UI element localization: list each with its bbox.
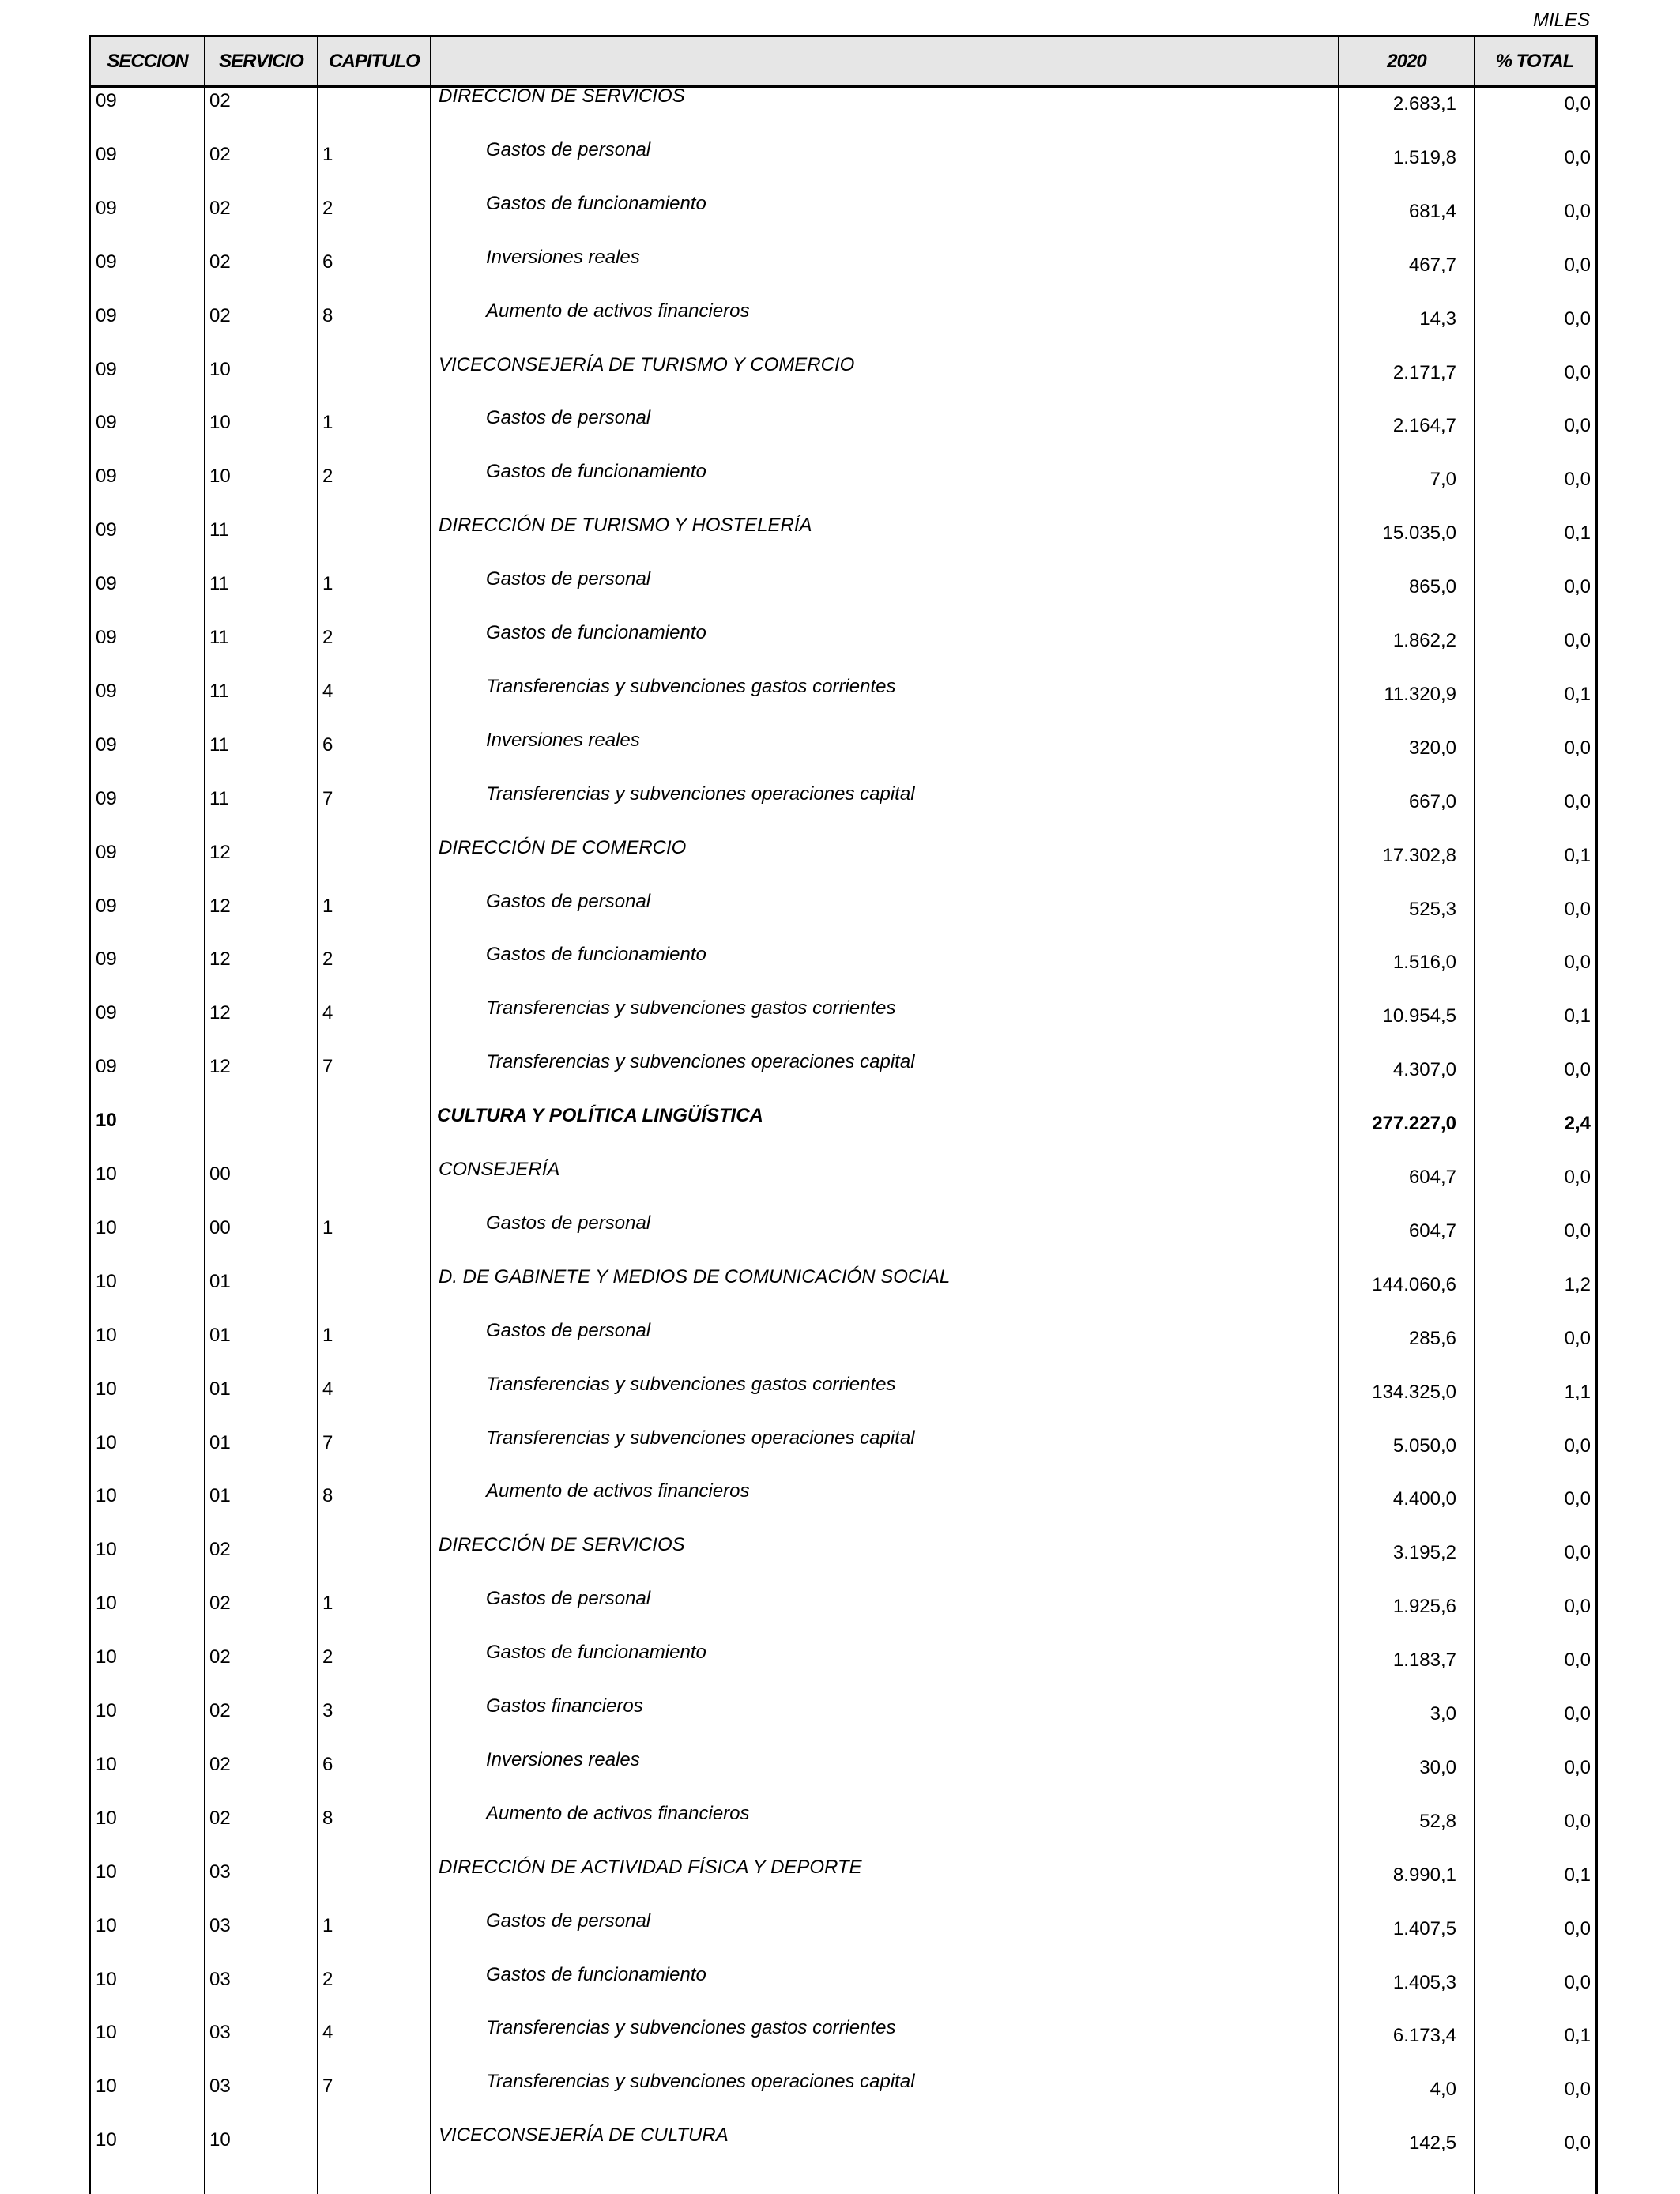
amount-cell: 277.227,0 [1372, 1113, 1456, 1135]
budget-table [89, 35, 1598, 2194]
amount-cell: 3.195,2 [1392, 1542, 1456, 1564]
table-row [91, 1642, 1595, 1695]
capitulo-cell: 2 [322, 197, 333, 219]
description-cell: DIRECCIÓN DE TURISMO Y HOSTELERÍA [439, 515, 812, 537]
seccion-cell: 10 [96, 1431, 117, 1453]
amount-cell: 144.060,6 [1372, 1273, 1456, 1295]
table-row [91, 247, 1595, 300]
seccion-cell: 09 [96, 412, 117, 434]
servicio-cell: 11 [209, 573, 229, 595]
amount-cell: 8.990,1 [1392, 1864, 1456, 1886]
table-row [91, 1159, 1595, 1212]
percent-cell: 2,4 [1564, 1113, 1591, 1135]
description-cell: Gastos de funcionamiento [486, 461, 706, 483]
seccion-cell: 09 [96, 1056, 117, 1078]
capitulo-cell: 4 [322, 1002, 333, 1024]
amount-cell: 11.320,9 [1384, 683, 1456, 705]
table-row [91, 2017, 1595, 2071]
table-row [91, 1320, 1595, 1374]
amount-cell: 1.516,0 [1392, 952, 1456, 974]
percent-cell: 0,0 [1564, 1703, 1591, 1725]
amount-cell: 1.862,2 [1392, 630, 1456, 651]
table-row [91, 2071, 1595, 2124]
table-row [91, 891, 1595, 944]
table-row [91, 1857, 1595, 1910]
percent-cell: 0,0 [1564, 2079, 1591, 2101]
percent-cell: 0,0 [1564, 1756, 1591, 1778]
description-cell: Gastos de personal [486, 138, 651, 160]
seccion-cell: 10 [96, 1110, 117, 1132]
servicio-cell: 10 [209, 358, 231, 380]
percent-cell: 0,0 [1564, 1810, 1591, 1832]
description-cell: DIRECCIÓN DE SERVICIOS [439, 1534, 685, 1556]
table-row [91, 1695, 1595, 1749]
seccion-cell: 09 [96, 519, 117, 541]
amount-cell: 4,0 [1430, 2079, 1456, 2101]
description-cell: Gastos de funcionamiento [486, 622, 706, 643]
amount-cell: 320,0 [1408, 737, 1456, 759]
seccion-cell: 09 [96, 627, 117, 648]
table-row [91, 944, 1595, 997]
capitulo-cell: 6 [322, 733, 333, 756]
capitulo-cell: 1 [322, 1914, 333, 1936]
table-row [91, 354, 1595, 408]
seccion-cell: 09 [96, 841, 117, 863]
servicio-cell: 10 [209, 412, 231, 434]
percent-cell: 1,2 [1564, 1273, 1591, 1295]
capitulo-cell: 7 [322, 787, 333, 809]
table-row [91, 515, 1595, 568]
description-cell: Gastos de personal [486, 568, 651, 590]
capitulo-cell: 4 [322, 1378, 333, 1400]
table-row [91, 1964, 1595, 2018]
header-year: 2020 [1387, 51, 1426, 72]
servicio-cell: 11 [209, 627, 229, 648]
amount-cell: 604,7 [1408, 1167, 1456, 1188]
table-row [91, 1480, 1595, 1534]
amount-cell: 3,0 [1430, 1703, 1456, 1725]
description-cell: Gastos financieros [486, 1695, 643, 1717]
capitulo-cell: 2 [322, 627, 333, 648]
table-row [91, 622, 1595, 676]
servicio-cell: 03 [209, 1914, 231, 1936]
servicio-cell: 12 [209, 1002, 231, 1024]
percent-cell: 0,0 [1564, 1434, 1591, 1457]
seccion-cell: 10 [96, 1485, 117, 1507]
servicio-cell: 10 [209, 2129, 231, 2151]
capitulo-cell: 1 [322, 412, 333, 434]
amount-cell: 1.183,7 [1392, 1649, 1456, 1672]
percent-cell: 1,1 [1564, 1381, 1591, 1403]
seccion-cell: 09 [96, 466, 117, 488]
capitulo-cell: 7 [322, 1431, 333, 1453]
capitulo-cell: 6 [322, 1753, 333, 1775]
description-cell: DIRECCIÓN DE ACTIVIDAD FÍSICA Y DEPORTE [439, 1856, 862, 1878]
servicio-cell: 01 [209, 1485, 231, 1507]
seccion-cell: 09 [96, 787, 117, 809]
percent-cell: 0,1 [1564, 2025, 1591, 2047]
servicio-cell: 11 [209, 733, 229, 756]
description-cell: VICECONSEJERÍA DE TURISMO Y COMERCIO [439, 353, 855, 375]
table-row [91, 1105, 1595, 1159]
seccion-cell: 10 [96, 1593, 117, 1615]
amount-cell: 17.302,8 [1382, 844, 1456, 866]
percent-cell: 0,0 [1564, 1917, 1591, 1940]
table-row [91, 461, 1595, 515]
servicio-cell: 01 [209, 1378, 231, 1400]
description-cell: DIRECCIÓN DE SERVICIOS [439, 85, 685, 107]
description-cell: Gastos de personal [486, 1588, 651, 1610]
capitulo-cell: 4 [322, 2022, 333, 2044]
description-cell: Transferencias y subvenciones gastos corrientes [486, 1373, 896, 1395]
servicio-cell: 12 [209, 948, 231, 971]
description-cell: Transferencias y subvenciones operaciones capital [486, 2071, 915, 2093]
percent-cell: 0,0 [1564, 307, 1591, 330]
seccion-cell: 09 [96, 251, 117, 273]
percent-cell: 0,0 [1564, 361, 1591, 383]
seccion-cell: 10 [96, 2075, 117, 2098]
description-cell: Gastos de funcionamiento [486, 944, 706, 966]
servicio-cell: 12 [209, 895, 231, 917]
amount-cell: 14,3 [1419, 307, 1456, 330]
amount-cell: 604,7 [1408, 1220, 1456, 1242]
capitulo-cell: 2 [322, 1646, 333, 1668]
table-row [91, 1910, 1595, 1964]
seccion-cell: 10 [96, 1163, 117, 1185]
capitulo-cell: 1 [322, 573, 333, 595]
table-row [91, 1803, 1595, 1857]
seccion-cell: 09 [96, 733, 117, 756]
seccion-cell: 10 [96, 1324, 117, 1346]
capitulo-cell: 1 [322, 1216, 333, 1238]
servicio-cell: 02 [209, 251, 231, 273]
seccion-cell: 10 [96, 1914, 117, 1936]
table-row [91, 1051, 1595, 1105]
percent-cell: 0,0 [1564, 1971, 1591, 1993]
table-row [91, 676, 1595, 729]
capitulo-cell: 8 [322, 304, 333, 326]
table-row [91, 85, 1595, 139]
seccion-cell: 10 [96, 1646, 117, 1668]
seccion-cell: 10 [96, 2129, 117, 2151]
header-pct-total: % TOTAL [1495, 51, 1574, 72]
seccion-cell: 09 [96, 143, 117, 165]
table-row [91, 139, 1595, 193]
table-row [91, 783, 1595, 837]
servicio-cell: 12 [209, 841, 231, 863]
servicio-cell: 03 [209, 2075, 231, 2098]
percent-cell: 0,0 [1564, 1649, 1591, 1672]
seccion-cell: 09 [96, 197, 117, 219]
servicio-cell: 02 [209, 1593, 231, 1615]
description-cell: Transferencias y subvenciones gastos corrientes [486, 997, 896, 1020]
description-cell: Transferencias y subvenciones operaciones capital [486, 782, 915, 805]
description-cell: DIRECCIÓN DE COMERCIO [439, 836, 687, 858]
description-cell: Transferencias y subvenciones operaciones capital [486, 1427, 915, 1449]
table-row [91, 2124, 1595, 2178]
seccion-cell: 10 [96, 1378, 117, 1400]
seccion-cell: 10 [96, 1270, 117, 1292]
amount-cell: 865,0 [1408, 576, 1456, 598]
description-cell: Gastos de personal [486, 1212, 651, 1234]
amount-cell: 2.164,7 [1392, 415, 1456, 437]
servicio-cell: 01 [209, 1270, 231, 1292]
servicio-cell: 02 [209, 304, 231, 326]
capitulo-cell: 1 [322, 143, 333, 165]
table-row [91, 1266, 1595, 1320]
servicio-cell: 02 [209, 143, 231, 165]
servicio-cell: 03 [209, 1968, 231, 1990]
percent-cell: 0,0 [1564, 1488, 1591, 1510]
capitulo-cell: 6 [322, 251, 333, 273]
amount-cell: 681,4 [1408, 200, 1456, 222]
percent-cell: 0,0 [1564, 254, 1591, 276]
capitulo-cell: 1 [322, 1593, 333, 1615]
amount-cell: 1.519,8 [1392, 146, 1456, 168]
percent-cell: 0,0 [1564, 1542, 1591, 1564]
capitulo-cell: 3 [322, 1700, 333, 1721]
seccion-cell: 09 [96, 948, 117, 971]
percent-cell: 0,0 [1564, 1220, 1591, 1242]
seccion-cell: 09 [96, 304, 117, 326]
amount-cell: 6.173,4 [1392, 2025, 1456, 2047]
description-cell: Aumento de activos financieros [486, 300, 750, 322]
servicio-cell: 10 [209, 466, 231, 488]
description-cell: Inversiones reales [486, 729, 640, 751]
table-row [91, 1588, 1595, 1642]
table-row [91, 1212, 1595, 1266]
header-servicio: SERVICIO [219, 51, 303, 72]
seccion-cell: 10 [96, 1968, 117, 1990]
description-cell: Inversiones reales [486, 1748, 640, 1770]
percent-cell: 0,1 [1564, 844, 1591, 866]
seccion-cell: 10 [96, 1860, 117, 1883]
seccion-cell: 09 [96, 680, 117, 702]
amount-cell: 4.400,0 [1392, 1488, 1456, 1510]
servicio-cell: 02 [209, 90, 231, 111]
description-cell: Gastos de personal [486, 890, 651, 912]
servicio-cell: 00 [209, 1163, 231, 1185]
percent-cell: 0,0 [1564, 1167, 1591, 1188]
percent-cell: 0,0 [1564, 898, 1591, 920]
seccion-cell: 10 [96, 2022, 117, 2044]
table-row [91, 193, 1595, 247]
description-cell: Aumento de activos financieros [486, 1480, 750, 1502]
percent-cell: 0,1 [1564, 683, 1591, 705]
amount-cell: 1.405,3 [1392, 1971, 1456, 1993]
amount-cell: 7,0 [1430, 469, 1456, 491]
capitulo-cell: 1 [322, 1324, 333, 1346]
percent-cell: 0,0 [1564, 1059, 1591, 1081]
percent-cell: 0,1 [1564, 1005, 1591, 1027]
table-row [91, 1749, 1595, 1803]
seccion-cell: 10 [96, 1539, 117, 1561]
percent-cell: 0,0 [1564, 146, 1591, 168]
amount-cell: 134.325,0 [1372, 1381, 1456, 1403]
header-descripcion [431, 37, 1427, 85]
servicio-cell: 11 [209, 787, 229, 809]
amount-cell: 1.925,6 [1392, 1596, 1456, 1618]
description-cell: Inversiones reales [486, 246, 640, 268]
amount-cell: 2.171,7 [1392, 361, 1456, 383]
table-row [91, 407, 1595, 461]
servicio-cell: 01 [209, 1431, 231, 1453]
seccion-cell: 09 [96, 358, 117, 380]
servicio-cell: 00 [209, 1216, 231, 1238]
amount-cell: 2.683,1 [1392, 93, 1456, 115]
description-cell: Gastos de personal [486, 1319, 651, 1341]
description-cell: Gastos de personal [486, 407, 651, 429]
servicio-cell: 01 [209, 1324, 231, 1346]
servicio-cell: 02 [209, 1753, 231, 1775]
table-row [91, 729, 1595, 783]
description-cell: Gastos de personal [486, 1909, 651, 1932]
amount-cell: 30,0 [1419, 1756, 1456, 1778]
percent-cell: 0,0 [1564, 790, 1591, 812]
seccion-cell: 10 [96, 1753, 117, 1775]
percent-cell: 0,1 [1564, 1864, 1591, 1886]
capitulo-cell: 7 [322, 1056, 333, 1078]
seccion-cell: 09 [96, 573, 117, 595]
amount-cell: 15.035,0 [1382, 522, 1456, 545]
servicio-cell: 03 [209, 1860, 231, 1883]
description-cell: Transferencias y subvenciones gastos corrientes [486, 675, 896, 697]
amount-cell: 52,8 [1419, 1810, 1456, 1832]
table-row [91, 1374, 1595, 1427]
servicio-cell: 03 [209, 2022, 231, 2044]
seccion-cell: 09 [96, 90, 117, 111]
description-cell: Aumento de activos financieros [486, 1802, 750, 1824]
amount-cell: 142,5 [1408, 2132, 1456, 2154]
description-cell: Gastos de funcionamiento [486, 1642, 706, 1664]
description-cell: VICECONSEJERÍA DE CULTURA [439, 2124, 729, 2147]
table-row [91, 1534, 1595, 1588]
servicio-cell: 02 [209, 1539, 231, 1561]
servicio-cell: 02 [209, 1646, 231, 1668]
seccion-cell: 10 [96, 1700, 117, 1721]
servicio-cell: 02 [209, 197, 231, 219]
table-row [91, 1427, 1595, 1481]
table-row [91, 300, 1595, 354]
servicio-cell: 12 [209, 1056, 231, 1078]
servicio-cell: 11 [209, 680, 229, 702]
percent-cell: 0,0 [1564, 737, 1591, 759]
percent-cell: 0,0 [1564, 576, 1591, 598]
amount-cell: 1.407,5 [1392, 1917, 1456, 1940]
table-row [91, 997, 1595, 1051]
header-capitulo: CAPITULO [329, 51, 420, 72]
description-cell: Transferencias y subvenciones operaciones capital [486, 1051, 915, 1073]
percent-cell: 0,1 [1564, 522, 1591, 545]
capitulo-cell: 8 [322, 1485, 333, 1507]
percent-cell: 0,0 [1564, 93, 1591, 115]
percent-cell: 0,0 [1564, 952, 1591, 974]
table-row [91, 837, 1595, 891]
seccion-cell: 10 [96, 1216, 117, 1238]
servicio-cell: 02 [209, 1700, 231, 1721]
capitulo-cell: 2 [322, 466, 333, 488]
percent-cell: 0,0 [1564, 200, 1591, 222]
amount-cell: 10.954,5 [1382, 1005, 1456, 1027]
percent-cell: 0,0 [1564, 1596, 1591, 1618]
description-cell: CULTURA Y POLÍTICA LINGÜÍSTICA [437, 1105, 763, 1127]
capitulo-cell: 7 [322, 2075, 333, 2098]
capitulo-cell: 1 [322, 895, 333, 917]
table-row [91, 568, 1595, 622]
capitulo-cell: 4 [322, 680, 333, 702]
description-cell: Gastos de funcionamiento [486, 192, 706, 214]
amount-cell: 667,0 [1408, 790, 1456, 812]
capitulo-cell: 2 [322, 948, 333, 971]
description-cell: D. DE GABINETE Y MEDIOS DE COMUNICACIÓN SOCIAL [439, 1265, 951, 1287]
percent-cell: 0,0 [1564, 2132, 1591, 2154]
capitulo-cell: 8 [322, 1807, 333, 1829]
description-cell: Transferencias y subvenciones gastos corrientes [486, 2017, 896, 2039]
percent-cell: 0,0 [1564, 415, 1591, 437]
percent-cell: 0,0 [1564, 630, 1591, 651]
servicio-cell: 02 [209, 1807, 231, 1829]
amount-cell: 285,6 [1408, 1327, 1456, 1349]
description-cell: Gastos de funcionamiento [486, 1963, 706, 1985]
seccion-cell: 10 [96, 1807, 117, 1829]
amount-cell: 4.307,0 [1392, 1059, 1456, 1081]
capitulo-cell: 2 [322, 1968, 333, 1990]
percent-cell: 0,0 [1564, 1327, 1591, 1349]
seccion-cell: 09 [96, 1002, 117, 1024]
servicio-cell: 11 [209, 519, 229, 541]
percent-cell: 0,0 [1564, 469, 1591, 491]
description-cell: CONSEJERÍA [439, 1159, 560, 1180]
amount-cell: 525,3 [1408, 898, 1456, 920]
amount-cell: 5.050,0 [1392, 1434, 1456, 1457]
header-seccion: SECCION [107, 51, 188, 72]
units-label: MILES [1532, 9, 1590, 31]
amount-cell: 467,7 [1408, 254, 1456, 276]
seccion-cell: 09 [96, 895, 117, 917]
